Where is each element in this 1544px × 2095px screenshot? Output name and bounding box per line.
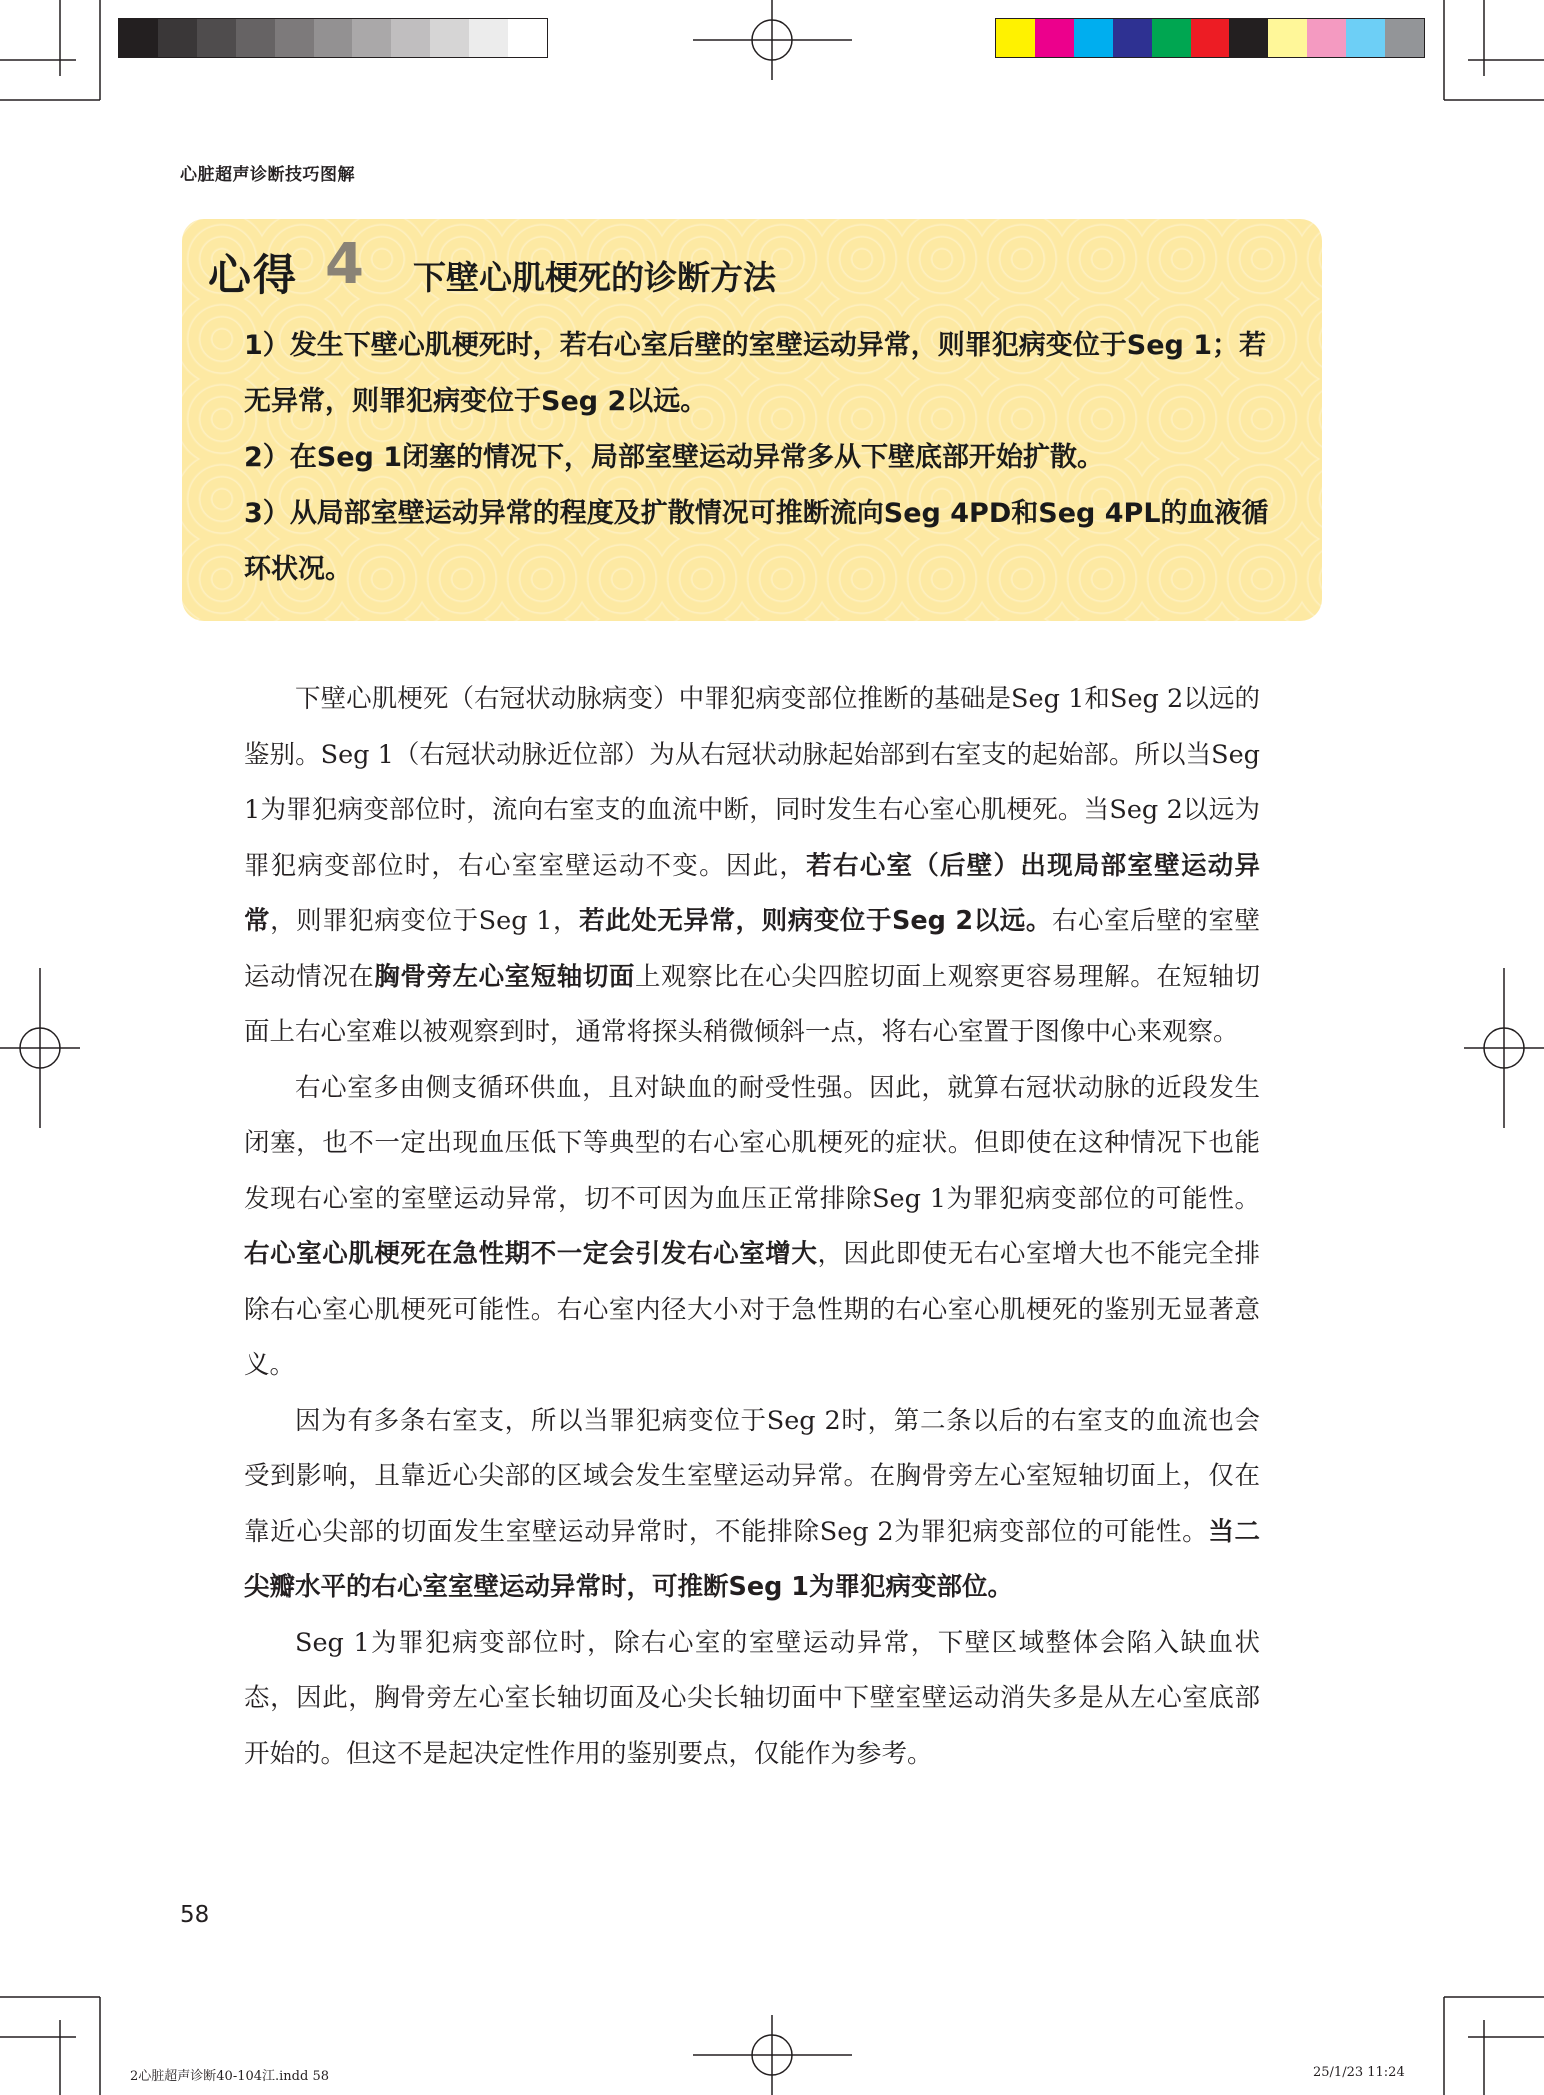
paragraph: Seg 1为罪犯病变部位时，除右心室的室壁运动异常，下壁区域整体会陷入缺血状态，因此，胸骨旁左心室长轴切面及心尖长轴切面中下壁室壁运动消失多是从左心室底部开始的。但这不是起决定性作用的鉴别要点，仅能作为参考。 [244,1627,1260,1769]
tip-list [244,318,1274,598]
gray-swatch [469,19,508,57]
paragraph: 右心室多由侧支循环供血，且对缺血的耐受性强。因此，就算右冠状动脉的近段发生闭塞，也不一定出现血压低下等典型的右心室心肌梗死的症状。但即使在这种情况下也能发现右心室的室壁运动异常，切不可因为血压正常排除Seg 1为罪犯病变部位的可能性。右心室心肌梗死在急性期不一定会引发右心室增大，因此即使无右心室增大也不能完全排除右心室心肌梗死可能性。右心室内径大小对于急性期的右心室心肌梗死的鉴别无显著意义。 [244,1072,1260,1380]
gray-swatch [236,19,275,57]
running-title: 心脏超声诊断技巧图解 [180,165,355,185]
tip-number: 4 [325,232,364,297]
color-swatch [1385,19,1424,57]
color-swatch [1035,19,1074,57]
paragraph: 下壁心肌梗死（右冠状动脉病变）中罪犯病变部位推断的基础是Seg 1和Seg 2以远的鉴别。Seg 1（右冠状动脉近位部）为从右冠状动脉起始部到右室支的起始部。所以当Seg 1为罪犯病变部位时，流向右室支的血流中断，同时发生右心室心肌梗死。当Seg 2以远为罪犯病变部位时，右心室室壁运动不变。因此，若右心室（后壁）出现局部室壁运动异常，则罪犯病变位于Seg 1，若此处无异常，则病变位于Seg 2以远。右心室后壁的室壁运动情况在胸骨旁左心室短轴切面上观察比在心尖四腔切面上观察更容易理解。在短轴切面上右心室难以被观察到时，通常将探头稍微倾斜一点，将右心室置于图像中心来观察。 [244,684,1260,1047]
gray-swatch [275,19,314,57]
color-swatch [1307,19,1346,57]
slug-date: 25/1/23 11:24 [1313,2065,1405,2080]
color-calibration-bar [995,18,1425,58]
color-swatch [1113,19,1152,57]
tip-item: 3）从局部室壁运动异常的程度及扩散情况可推断流向Seg 4PD和Seg 4PL的血液循环状况。 [244,498,1269,585]
body-text [244,672,1260,1782]
gray-swatch [508,19,547,57]
color-swatch [1152,19,1191,57]
color-swatch [1268,19,1307,57]
gray-swatch [158,19,197,57]
grayscale-calibration-bar [118,18,548,58]
page-number: 58 [180,1902,210,1928]
tip-label: 心得 [208,251,298,301]
paragraph: 因为有多条右室支，所以当罪犯病变位于Seg 2时，第二条以后的右室支的血流也会受到影响，且靠近心尖部的区域会发生室壁运动异常。在胸骨旁左心室短轴切面上，仅在靠近心尖部的切面发生室壁运动异常时，不能排除Seg 2为罪犯病变部位的可能性。当二尖瓣水平的右心室室壁运动异常时，可推断Seg 1为罪犯病变部位。 [244,1405,1260,1602]
color-swatch [1191,19,1230,57]
color-swatch [1346,19,1385,57]
gray-swatch [391,19,430,57]
slug-filename: 2心脏超声诊断40-104江.indd 58 [130,2069,329,2084]
gray-swatch [119,19,158,57]
tip-item: 1）发生下壁心肌梗死时，若右心室后壁的室壁运动异常，则罪犯病变位于Seg 1；若无异常，则罪犯病变位于Seg 2以远。 [244,330,1267,417]
color-swatch [1229,19,1268,57]
color-swatch [996,19,1035,57]
color-swatch [1074,19,1113,57]
gray-swatch [314,19,353,57]
gray-swatch [430,19,469,57]
tip-item: 2）在Seg 1闭塞的情况下，局部室壁运动异常多从下壁底部开始扩散。 [244,442,1105,473]
tip-title: 下壁心肌梗死的诊断方法 [413,258,776,297]
gray-swatch [197,19,236,57]
gray-swatch [352,19,391,57]
